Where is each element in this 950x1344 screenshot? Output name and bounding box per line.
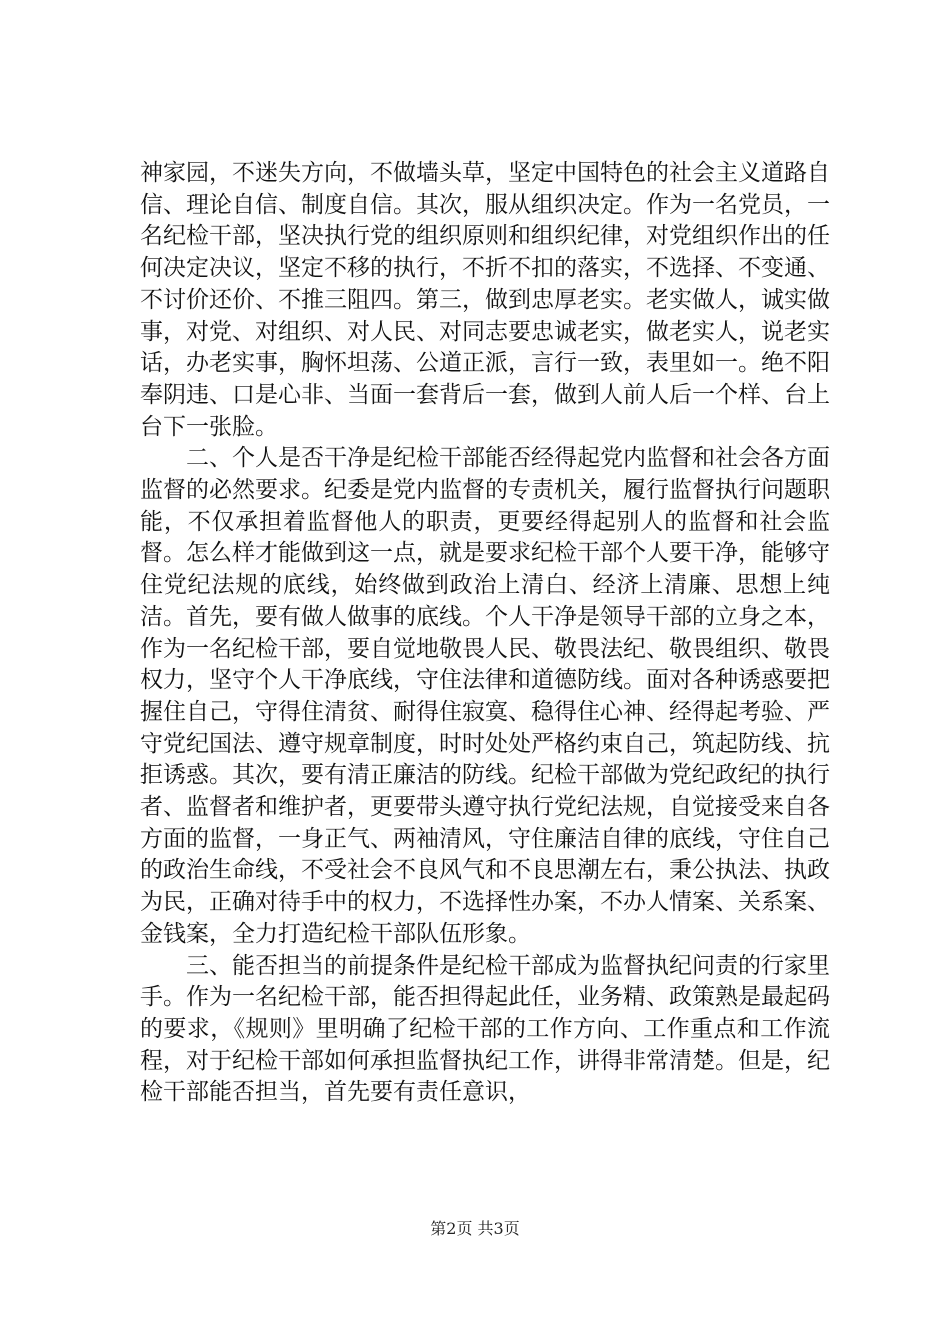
page-footer: 第2页 共3页	[430, 1219, 520, 1238]
paragraph-2: 二、个人是否干净是纪检干部能否经得起党内监督和社会各方面监督的必然要求。纪委是党内监督的专责机关，履行监督执行问题职能，不仅承担着监督他人的职责，更要经得起别人的监督和社会监督。怎么样才能做到这一点，就是要求纪检干部个人要干净，能够守住党纪法规的底线，始终做到政治上清白、经济上清廉、思想上纯洁。首先，要有做人做事的底线。个人干净是领导干部的立身之本，作为一名纪检干部，要自觉地敬畏人民、敬畏法纪、敬畏组织、敬畏权力，坚守个人干净底线，守住法律和道德防线。面对各种诱惑要把握住自己，守得住清贫、耐得住寂寞、稳得住心神、经得起考验、严守党纪国法、遵守规章制度，时时处处严格约束自己，筑起防线、抗拒诱惑。其次，要有清正廉洁的防线。纪检干部做为党纪政纪的执行者、监督者和维护者，更要带头遵守执行党纪法规，自觉接受来自各方面的监督，一身正气、两袖清风，守住廉洁自律的底线，守住自己的政治生命线，不受社会不良风气和不良思潮左右，秉公执法、执政为民，正确对待手中的权力，不选择性办案，不办人情案、关系案、金钱案，全力打造纪检干部队伍形象。	[140, 445, 830, 947]
document-body	[140, 158, 830, 1109]
paragraph-1: 神家园，不迷失方向，不做墙头草，坚定中国特色的社会主义道路自信、理论自信、制度自信。其次，服从组织决定。作为一名党员，一名纪检干部，坚决执行党的组织原则和组织纪律，对党组织作出的任何决定决议，坚定不移的执行，不折不扣的落实，不选择、不变通、不讨价还价、不推三阻四。第三，做到忠厚老实。老实做人，诚实做事，对党、对组织、对人民、对同志要忠诚老实，做老实人，说老实话，办老实事，胸怀坦荡、公道正派，言行一致，表里如一。绝不阳奉阴违、口是心非、当面一套背后一套，做到人前人后一个样、台上台下一张脸。	[140, 160, 830, 440]
paragraph-3: 三、能否担当的前提条件是纪检干部成为监督执纪问责的行家里手。作为一名纪检干部，能否担得起此任，业务精、政策熟是最起码的要求，《规则》里明确了纪检干部的工作方向、工作重点和工作流程，对于纪检干部如何承担监督执纪工作，讲得非常清楚。但是，纪检干部能否担当，首先要有责任意识，	[140, 952, 830, 1106]
